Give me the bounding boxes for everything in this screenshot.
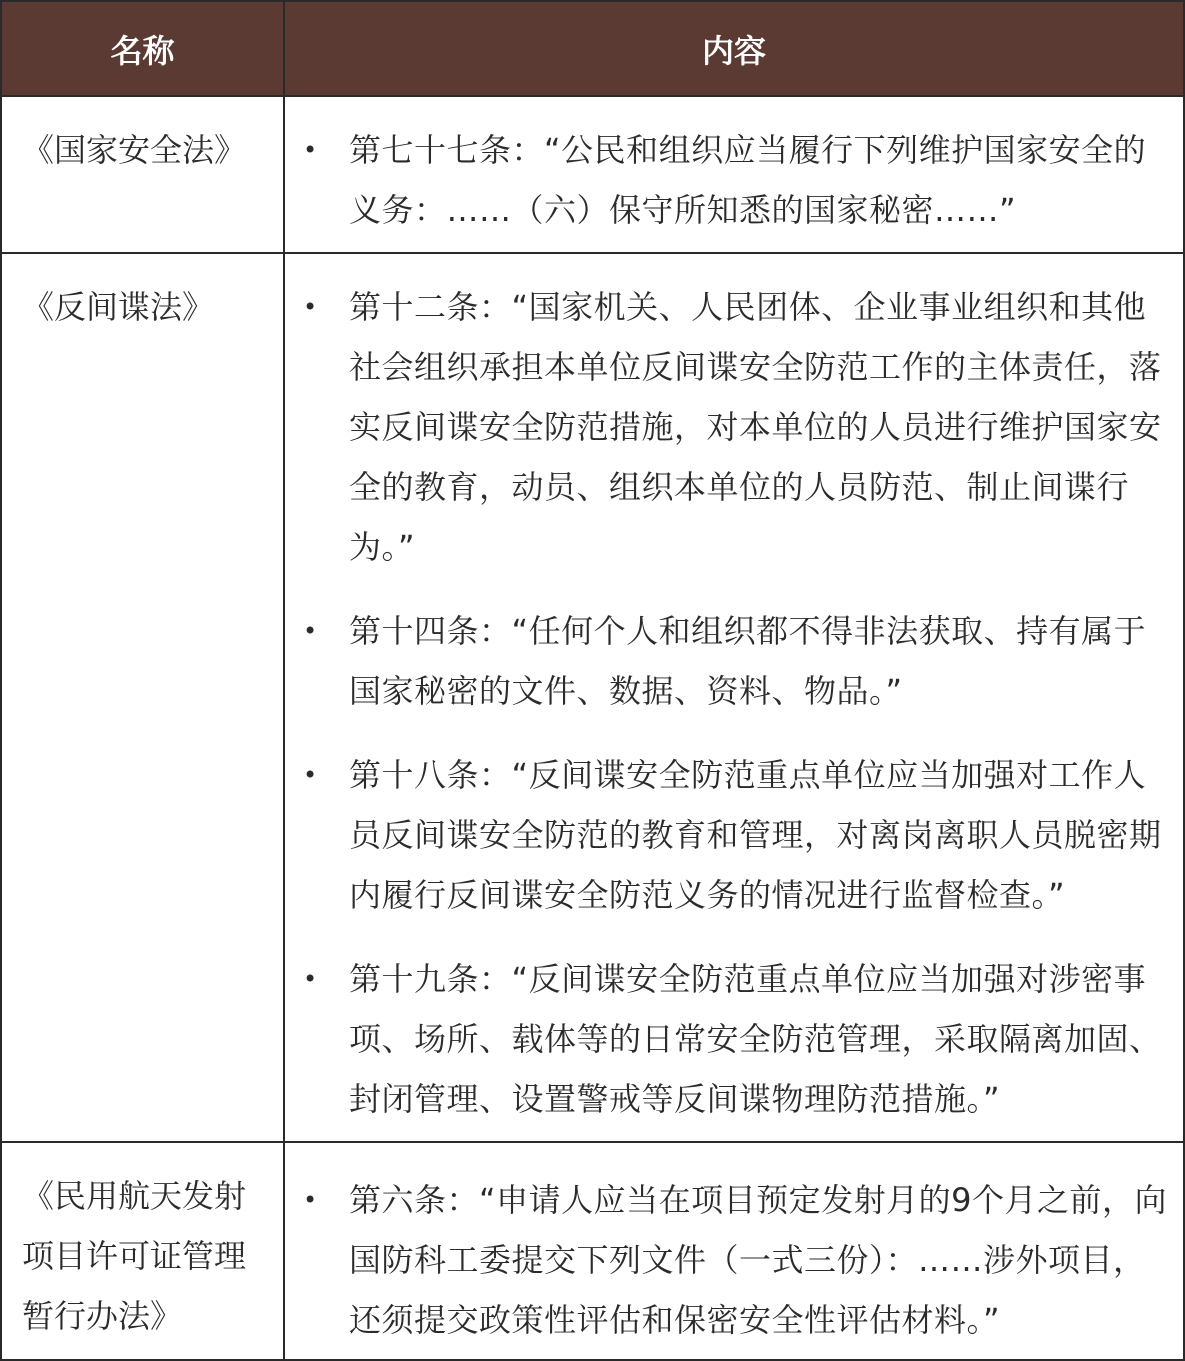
article-item [285, 277, 1169, 577]
law-name: 《反间谍法》 [22, 288, 215, 326]
article-list [285, 1143, 1183, 1350]
table-row [1, 1142, 1184, 1360]
article-text: 第十二条：“国家机关、人民团体、企业事业组织和其他社会组织承担本单位反间谍安全防范工作的主体责任，落实反间谍安全防范措施，对本单位的人员进行维护国家安全的教育，动员、组织本单位的人员防范、制止间谍行为。” [349, 288, 1162, 566]
article-text: 第十八条：“反间谍安全防范重点单位应当加强对工作人员反间谍安全防范的教育和管理，对离岗离职人员脱密期内履行反间谍安全防范义务的情况进行监督检查。” [349, 756, 1162, 914]
header-row [1, 1, 1184, 96]
article-list [285, 97, 1183, 240]
article-list [285, 254, 1183, 1129]
article-item [285, 601, 1169, 721]
bullet-icon: • [303, 293, 318, 321]
law-name: 《国家安全法》 [22, 131, 247, 169]
article-item [285, 745, 1169, 925]
article-text: 第六条：“申请人应当在项目预定发射月的9个月之前，向国防科工委提交下列文件（一式三份）：……涉外项目，还须提交政策性评估和保密安全性评估材料。” [349, 1181, 1167, 1339]
name-column-header: 名称 [1, 1, 284, 96]
law-name-cell [1, 253, 284, 1142]
law-content-cell [284, 253, 1184, 1142]
bullet-icon: • [303, 761, 318, 789]
article-text: 第十四条：“任何个人和组织都不得非法获取、持有属于国家秘密的文件、数据、资料、物品。” [349, 612, 1147, 710]
article-text: 第十九条：“反间谍安全防范重点单位应当加强对涉密事项、场所、载体等的日常安全防范管理，采取隔离加固、封闭管理、设置警戒等反间谍物理防范措施。” [349, 960, 1162, 1118]
law-name-cell [1, 96, 284, 253]
article-item [285, 120, 1169, 240]
article-text: 第七十七条：“公民和组织应当履行下列维护国家安全的义务：……（六）保守所知悉的国家秘密……” [349, 131, 1147, 229]
law-content-cell [284, 1142, 1184, 1360]
law-content-cell [284, 96, 1184, 253]
law-name: 《民用航天发射项目许可证管理暂行办法》 [22, 1177, 247, 1335]
article-item [285, 949, 1169, 1129]
table-row [1, 253, 1184, 1142]
bullet-icon: • [303, 136, 318, 164]
content-column-header: 内容 [284, 1, 1184, 96]
article-item [285, 1170, 1169, 1350]
bullet-icon: • [303, 965, 318, 993]
bullet-icon: • [303, 617, 318, 645]
bullet-icon: • [303, 1186, 318, 1214]
law-name-cell [1, 1142, 284, 1360]
table-row [1, 96, 1184, 253]
